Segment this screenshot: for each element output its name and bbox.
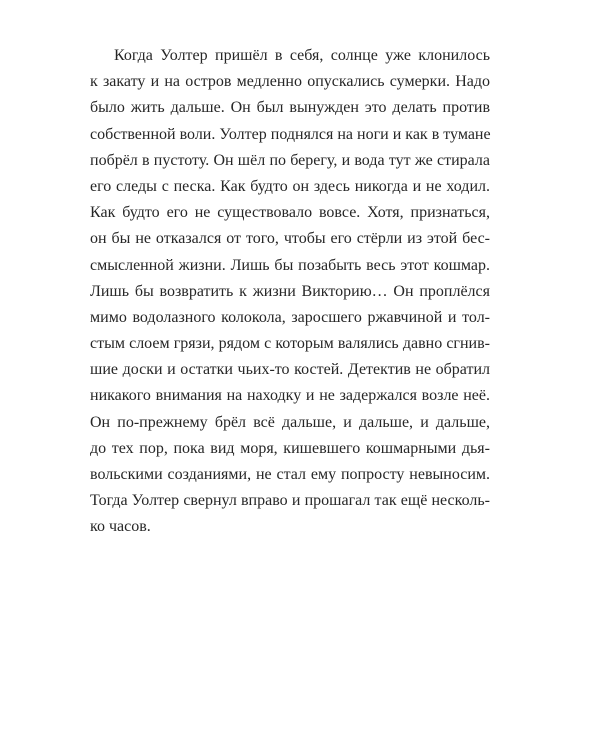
text-line: мимо водолазного колокола, заросшего ржавчиной и тол- <box>90 308 490 326</box>
text-line: Он по-прежнему брёл всё дальше, и дальше, и дальше, <box>90 413 490 431</box>
text-line: никакого внимания на находку и не задержался возле неё. <box>90 387 490 405</box>
text-line: Как будто его не существовало вовсе. Хотя, признаться, <box>90 204 490 222</box>
text-line: смысленной жизни. Лишь бы позабыть весь этот кошмар. <box>90 256 490 274</box>
text-line: Тогда Уолтер свернул вправо и прошагал так ещё несколь- <box>90 492 490 510</box>
text-line: он бы не отказался от того, чтобы его стёрли из этой бес- <box>90 230 490 248</box>
text-line: ко часов. <box>90 518 151 536</box>
text-line: к закату и на остров медленно опускались сумерки. Надо <box>90 73 490 91</box>
text-line: побрёл в пустоту. Он шёл по берегу, и вода тут же стирала <box>90 151 490 169</box>
text-line: собственной воли. Уолтер поднялся на ноги и как в тумане <box>90 125 491 143</box>
text-line: его следы с песка. Как будто он здесь никогда и не ходил. <box>90 177 490 195</box>
text-line: было жить дальше. Он был вынужден это делать против <box>90 99 490 117</box>
body-paragraph <box>90 43 490 541</box>
text-line: Когда Уолтер пришёл в себя, солнце уже клонилось <box>114 47 490 64</box>
text-line: стым слоем грязи, рядом с которым валялись давно сгнив- <box>90 335 490 353</box>
text-line: шие доски и остатки чьих-то костей. Детектив не обратил <box>90 361 490 379</box>
text-line: Лишь бы возвратить к жизни Викторию… Он проплёлся <box>90 282 490 300</box>
text-line: до тех пор, пока вид моря, кишевшего кошмарными дья- <box>90 439 490 457</box>
text-line: вольскими созданиями, не стал ему попросту невыносим. <box>90 466 490 483</box>
